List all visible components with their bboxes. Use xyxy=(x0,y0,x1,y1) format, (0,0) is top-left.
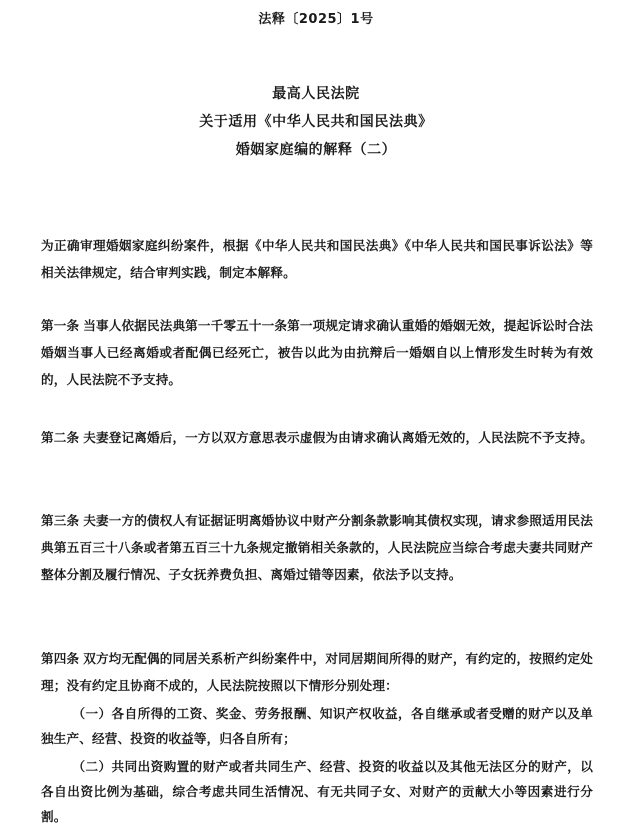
article-4 xyxy=(41,645,593,699)
article-1 xyxy=(41,312,593,393)
preamble-paragraph: 为正确审理婚姻家庭纠纷案件，根据《中华人民共和国民法典》《中华人民共和国民事诉讼法》等相关法律规定，结合审判实践，制定本解释。 xyxy=(41,238,593,280)
article-text: 当事人依据民法典第一千零五十一条第一项规定请求确认重婚的婚姻无效，提起诉讼时合法婚姻当事人已经离婚或者配偶已经死亡，被告以此为由抗辩后一婚姻自以上情形发生时转为有效的，人民法院不予支持。 xyxy=(41,318,593,387)
article-text: 夫妻登记离婚后，一方以双方意思表示虚假为由请求确认离婚无效的，人民法院不予支持。 xyxy=(83,430,593,445)
article-4-item-2: （二）共同出资购置的财产或者共同生产、经营、投资的收益以及其他无法区分的财产，以各自出资比例为基础，综合考虑共同生活情况、有无共同子女、对财产的贡献大小等因素进行分割。 xyxy=(41,759,593,824)
article-label: 第三条 xyxy=(41,513,80,528)
article-label: 第一条 xyxy=(41,318,80,333)
article-4-item-1: （一）各自所得的工资、奖金、劳务报酬、知识产权收益，各自继承或者受赠的财产以及单独生产、经营、投资的收益等，归各自所有； xyxy=(41,706,593,746)
title-line-court: 最高人民法院 xyxy=(272,86,360,102)
title-line-section: 婚姻家庭编的解释（二） xyxy=(235,142,397,158)
document-number: 法释〔2025〕1号 xyxy=(258,12,374,27)
article-text: 双方均无配偶的同居关系析产纠纷案件中，对同居期间所得的财产，有约定的，按照约定处理；没有约定且协商不成的，人民法院按照以下情形分别处理： xyxy=(41,651,593,693)
article-text: 夫妻一方的债权人有证据证明离婚协议中财产分割条款影响其债权实现，请求参照适用民法典第五百三十八条或者第五百三十九条规定撤销相关条款的，人民法院应当综合考虑夫妻共同财产整体分割及履行情况、子女抚养费负担、离婚过错等因素，依法予以支持。 xyxy=(41,513,593,582)
document-title xyxy=(0,80,632,164)
article-label: 第二条 xyxy=(41,430,80,445)
article-label: 第四条 xyxy=(41,651,80,666)
article-2 xyxy=(41,424,593,451)
article-3 xyxy=(41,507,593,588)
title-line-subject: 关于适用《中华人民共和国民法典》 xyxy=(199,114,433,130)
